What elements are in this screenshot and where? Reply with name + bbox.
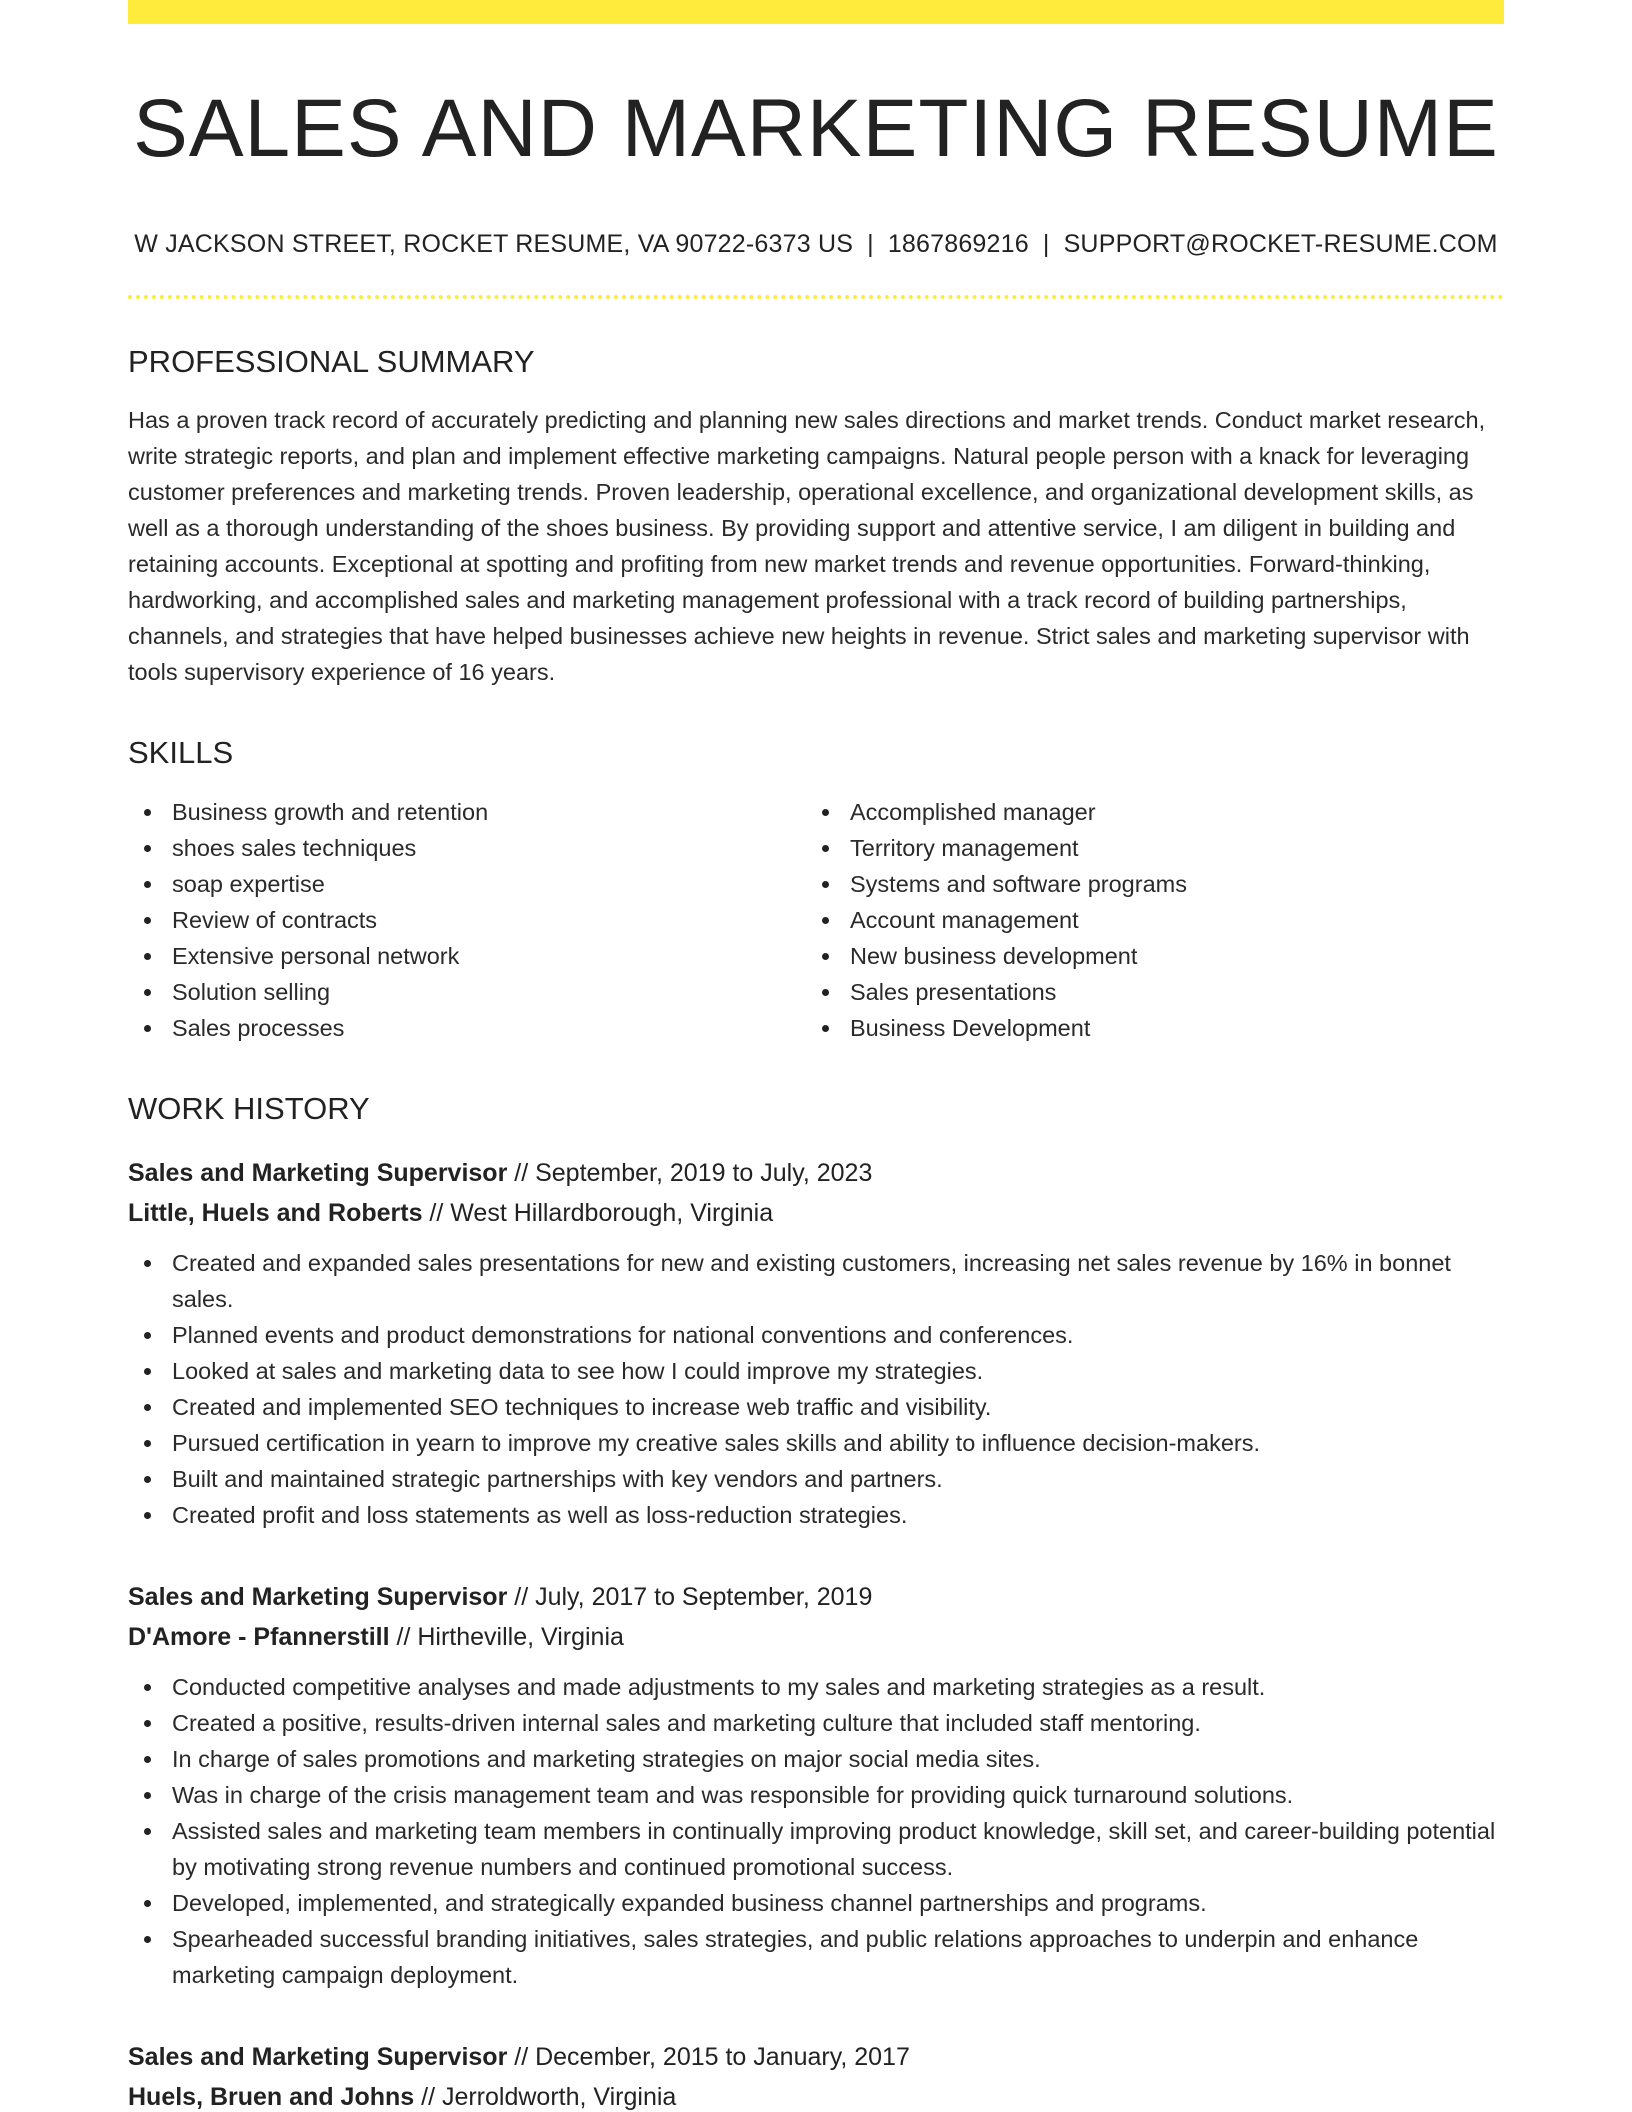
job-company-line — [128, 1193, 1504, 1233]
accent-top-bar — [128, 0, 1504, 24]
skill-item: Business growth and retention — [128, 794, 806, 830]
job-bullet: Created profit and loss statements as well as loss-reduction strategies. — [128, 1497, 1504, 1533]
job-dates: // July, 2017 to September, 2019 — [507, 1582, 873, 1611]
job-company: Little, Huels and Roberts — [128, 1198, 423, 1227]
job-dates: // December, 2015 to January, 2017 — [507, 2042, 910, 2071]
skill-item: New business development — [806, 938, 1484, 974]
job-entry — [128, 2037, 1504, 2112]
job-bullets — [128, 1669, 1504, 1993]
job-bullet: Planned events and product demonstrations for national conventions and conferences. — [128, 1317, 1504, 1353]
skill-item: Business Development — [806, 1010, 1484, 1046]
job-bullet: Built and maintained strategic partnerships with key vendors and partners. — [128, 1461, 1504, 1497]
skill-item: Solution selling — [128, 974, 806, 1010]
page-title: SALES AND MARKETING RESUME — [133, 83, 1499, 174]
job-dates: // September, 2019 to July, 2023 — [507, 1158, 873, 1187]
dotted-divider — [128, 295, 1504, 299]
job-title: Sales and Marketing Supervisor — [128, 1582, 508, 1611]
skill-item: Accomplished manager — [806, 794, 1484, 830]
skill-item: Territory management — [806, 830, 1484, 866]
summary-heading: PROFESSIONAL SUMMARY — [128, 344, 535, 380]
job-location: // Hirtheville, Virginia — [389, 1622, 624, 1651]
contact-separator: | — [867, 230, 874, 259]
skill-item: soap expertise — [128, 866, 806, 902]
resume-page — [128, 0, 1504, 2112]
work-history-heading: WORK HISTORY — [128, 1090, 370, 1126]
skill-item: shoes sales techniques — [128, 830, 806, 866]
skills-column-left — [128, 794, 806, 1046]
skill-item: Sales presentations — [806, 974, 1484, 1010]
contact-phone: 1867869216 — [887, 230, 1029, 259]
job-title-line — [128, 2037, 1504, 2077]
job-title: Sales and Marketing Supervisor — [128, 2042, 508, 2071]
job-company: D'Amore - Pfannerstill — [128, 1622, 390, 1651]
summary-text: Has a proven track record of accurately predicting and planning new sales directions and market trends. Conduct market research, write strategic reports, and plan and implement effective marketing campaigns. Natural people person with a knack for leveraging customer preferences and marketing trends. Proven leadership, operational excellence, and organizational development skills, as well as a thorough understanding of the shoes business. By providing support and attentive service, I am diligent in building and retaining accounts. Exceptional at spotting and profiting from new market trends and revenue opportunities. Forward-thinking, hardworking, and accomplished sales and marketing management professional with a track record of building partnerships, channels, and strategies that have helped businesses achieve new heights in revenue. Strict sales and marketing supervisor with tools supervisory experience of 16 years. — [128, 407, 1486, 686]
job-title-line — [128, 1153, 1504, 1193]
job-bullet: Developed, implemented, and strategically expanded business channel partnerships and programs. — [128, 1885, 1504, 1921]
job-company-line — [128, 1617, 1504, 1657]
job-bullets — [128, 1245, 1504, 1533]
job-bullet: In charge of sales promotions and marketing strategies on major social media sites. — [128, 1741, 1504, 1777]
job-bullet: Created and expanded sales presentations for new and existing customers, increasing net sales revenue by 16% in bonnet sales. — [128, 1245, 1504, 1317]
skills-list — [128, 794, 1504, 1046]
contact-email[interactable]: SUPPORT@ROCKET-RESUME.COM — [1063, 230, 1498, 259]
job-title: Sales and Marketing Supervisor — [128, 1158, 508, 1187]
contact-address: W JACKSON STREET, ROCKET RESUME, VA 90722-6373 US — [134, 230, 854, 259]
job-company: Huels, Bruen and Johns — [128, 2082, 415, 2111]
skill-item: Systems and software programs — [806, 866, 1484, 902]
contact-line — [128, 230, 1504, 259]
job-bullet: Conducted competitive analyses and made adjustments to my sales and marketing strategies as a result. — [128, 1669, 1504, 1705]
skill-item: Sales processes — [128, 1010, 806, 1046]
skills-column-right — [806, 794, 1484, 1046]
job-bullet: Spearheaded successful branding initiatives, sales strategies, and public relations approaches to underpin and enhance marketing campaign deployment. — [128, 1921, 1504, 1993]
contact-separator: | — [1042, 230, 1050, 259]
job-bullet: Pursued certification in yearn to improve my creative sales skills and ability to influence decision-makers. — [128, 1425, 1504, 1461]
job-title-line — [128, 1577, 1504, 1617]
skill-item: Account management — [806, 902, 1484, 938]
job-entry — [128, 1577, 1504, 1993]
job-location: // West Hillardborough, Virginia — [422, 1198, 774, 1227]
job-entry — [128, 1153, 1504, 1533]
job-location: // Jerroldworth, Virginia — [414, 2082, 677, 2111]
job-bullet: Was in charge of the crisis management team and was responsible for providing quick turnaround solutions. — [128, 1777, 1504, 1813]
job-bullet: Created a positive, results-driven internal sales and marketing culture that included staff mentoring. — [128, 1705, 1504, 1741]
skill-item: Review of contracts — [128, 902, 806, 938]
job-bullet: Created and implemented SEO techniques to increase web traffic and visibility. — [128, 1389, 1504, 1425]
job-bullet: Assisted sales and marketing team members in continually improving product knowledge, skill set, and career-building potential by motivating strong revenue numbers and continued promotional success. — [128, 1813, 1504, 1885]
skills-heading: SKILLS — [128, 735, 234, 771]
skill-item: Extensive personal network — [128, 938, 806, 974]
job-bullet: Looked at sales and marketing data to see how I could improve my strategies. — [128, 1353, 1504, 1389]
job-company-line — [128, 2077, 1504, 2112]
